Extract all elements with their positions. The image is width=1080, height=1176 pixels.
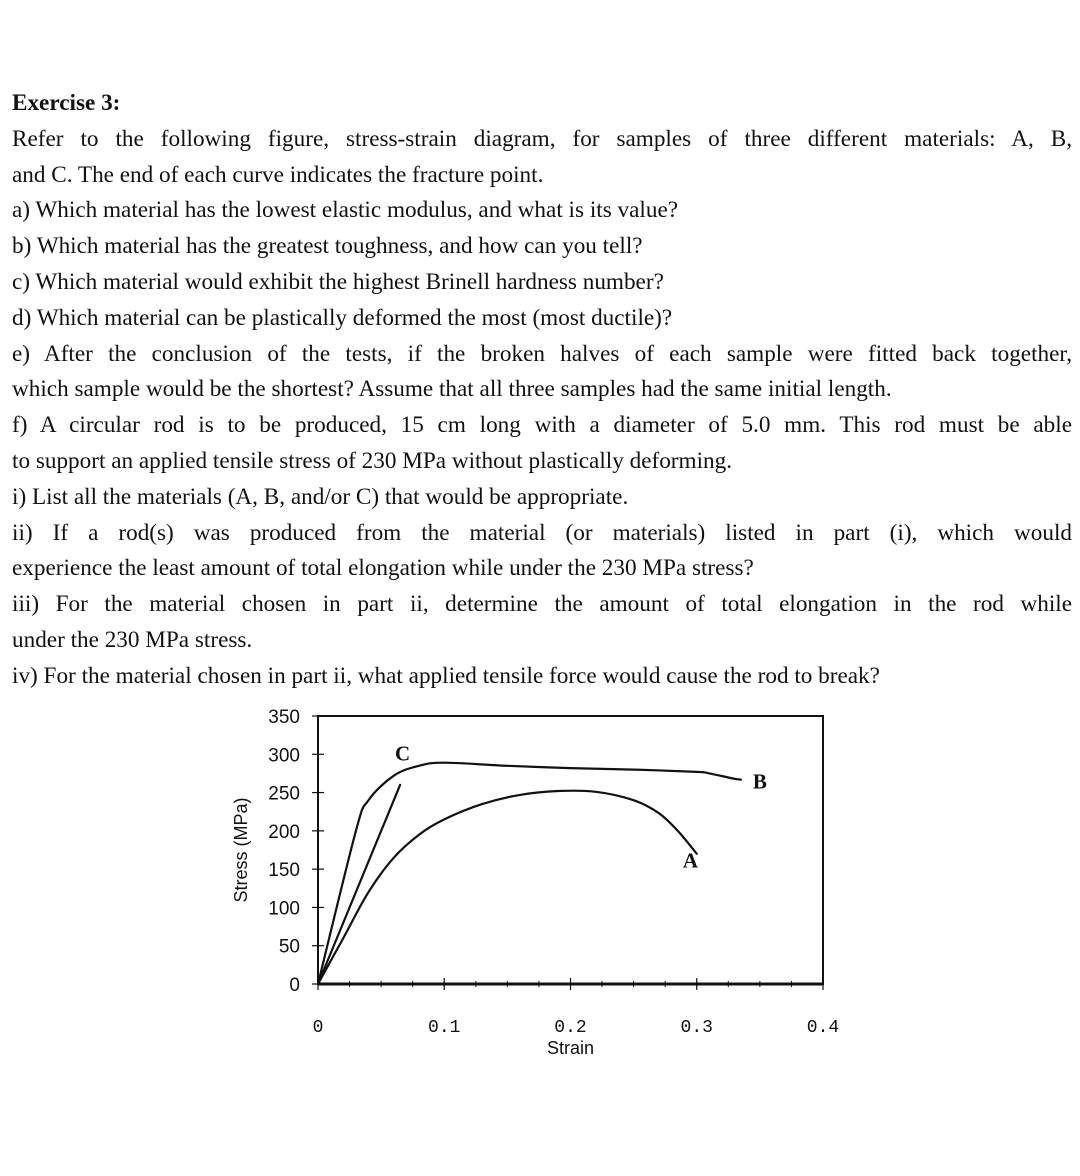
chart-ticks [268, 707, 839, 1038]
chart-frame [318, 716, 823, 984]
question-f-iii-line-2: under the 230 MPa stress. [12, 626, 253, 653]
y-tick-label: 300 [268, 745, 300, 767]
x-tick-label: 0 [312, 1018, 324, 1038]
question-f-ii-line-2: experience the least amount of total elongation while under the 230 MPa stress? [12, 555, 754, 582]
plot-border [318, 716, 823, 984]
question-a: a) Which material has the lowest elastic modulus, and what is its value? [12, 197, 679, 224]
chart-labels [231, 741, 767, 1058]
series-label-a: A [682, 848, 699, 873]
question-d: d) Which material can be plastically deformed the most (most ductile)? [12, 304, 673, 331]
intro-line-2: and C. The end of each curve indicates the fracture point. [12, 161, 544, 188]
question-f-iv: iv) For the material chosen in part ii, what applied tensile force would cause the rod to break? [12, 662, 880, 689]
question-f-line-2: to support an applied tensile stress of 230 MPa without plastically deforming. [12, 447, 732, 474]
series-line-c [318, 785, 400, 984]
question-f-iii-line-1: iii) For the material chosen in part ii, determine the amount of total elongation in the rod while [12, 591, 1072, 618]
y-tick-label: 50 [278, 936, 300, 958]
y-tick-label: 0 [289, 975, 300, 996]
y-tick-label: 200 [268, 821, 300, 843]
exercise-title: Exercise 3: [12, 90, 121, 116]
x-tick-label: 0.1 [428, 1018, 461, 1038]
series-line-a [318, 791, 697, 984]
question-f-line-1: f) A circular rod is to be produced, 15 cm long with a diameter of 5.0 mm. This rod must be able [12, 412, 1072, 439]
x-tick-label: 0.2 [554, 1018, 587, 1038]
y-tick-label: 150 [268, 860, 300, 882]
question-b: b) Which material has the greatest toughness, and how can you tell? [12, 233, 643, 260]
question-e-line-1: e) After the conclusion of the tests, if the broken halves of each sample were fitted back together, [12, 340, 1072, 367]
question-f-ii-line-1: ii) If a rod(s) was produced from the material (or materials) listed in part (i), which would [12, 519, 1072, 546]
x-tick-label: 0.3 [680, 1018, 713, 1038]
question-f-i: i) List all the materials (A, B, and/or C) that would be appropriate. [12, 483, 629, 510]
x-tick-label: 0.4 [806, 1018, 840, 1038]
question-e-line-2: which sample would be the shortest? Assume that all three samples had the same initial length. [12, 376, 892, 403]
chart-series [318, 763, 741, 984]
intro-line-1: Refer to the following figure, stress-strain diagram, for samples of three different materials: A, B, [12, 125, 1072, 152]
series-label-c: C [395, 741, 411, 766]
series-label-b: B [752, 769, 767, 794]
y-tick-label: 100 [268, 898, 300, 920]
y-tick-label: 250 [268, 783, 300, 805]
y-tick-label: 350 [268, 707, 300, 728]
question-c: c) Which material would exhibit the highest Brinell hardness number? [12, 268, 664, 295]
x-axis-label: Strain [546, 1038, 595, 1058]
y-axis-label: Stress (MPa) [231, 797, 251, 903]
